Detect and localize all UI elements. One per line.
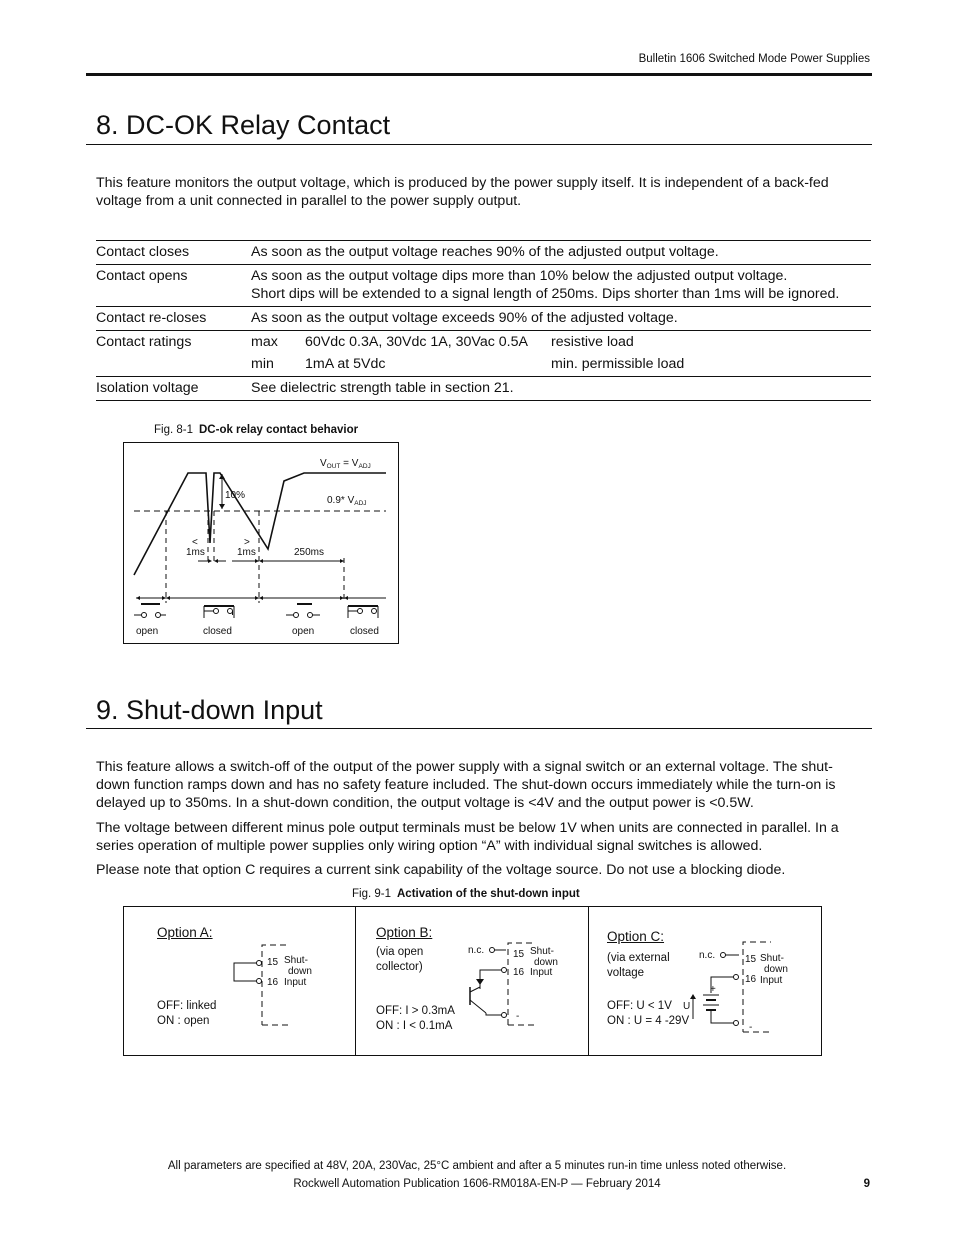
table-row (96, 241, 871, 265)
section-9-rule (86, 728, 872, 729)
section-9-paragraph: The voltage between different minus pole output terminals must be below 1V when units are connected in parallel. In a series operation of multiple power supplies only wiring option “A” with individual signal switches is allowed. (96, 820, 839, 854)
section-8-intro: This feature monitors the output voltage, which is produced by the power supply itself. It is independent of a back-fed voltage from a unit connected in parallel to the power supply output. (96, 175, 829, 209)
nc-label: n.c. (699, 950, 716, 961)
section-8-rule (86, 144, 872, 145)
rating-max-label: max (251, 334, 278, 350)
option-c-subtitle: (via external (607, 952, 670, 964)
rating-min-value: 1mA at 5Vdc (305, 356, 386, 372)
arrow-head (208, 559, 212, 563)
option-b-title: Option B: (376, 925, 433, 940)
dc-ok-behavior-svg (124, 443, 398, 643)
voltage-curve (134, 473, 386, 575)
bulletin-title: Bulletin 1606 Switched Mode Power Supplies (638, 53, 870, 65)
row-value: See dielectric strength table in section 21. (251, 380, 514, 396)
dip-label: 10% (225, 490, 246, 501)
relay-open-symbol (134, 604, 166, 618)
rating-min-note: min. permissible load (551, 356, 685, 372)
row-label: Contact ratings (96, 334, 192, 350)
row-value (251, 331, 871, 377)
footer-publication: Rockwell Automation Publication 1606-RM018A-EN-P — February 2014 (293, 1178, 661, 1190)
arrow-head (344, 596, 348, 600)
shutdown-label: down (534, 957, 558, 968)
arrow-head (259, 596, 263, 600)
dip-arrow-head (219, 504, 225, 509)
option-b-on: ON : I < 0.1mA (376, 1020, 453, 1032)
option-b-panel (356, 907, 588, 1055)
option-b-subtitle: collector) (376, 961, 423, 973)
row-label: Isolation voltage (96, 380, 199, 396)
shutdown-options-diagram (123, 906, 822, 1056)
row-label: Contact closes (96, 244, 190, 260)
shutdown-label: down (288, 966, 312, 977)
arrow-head (255, 559, 259, 563)
figure-title: DC-ok relay contact behavior (199, 424, 359, 436)
pin-16-label: 16 (745, 974, 757, 985)
section-9-paragraph: Please note that option C requires a current sink capability of the voltage source. Do not use a blocking diode. (96, 862, 786, 878)
option-a-schematic (224, 937, 344, 1032)
pin-16-label: 16 (267, 977, 279, 988)
figure-title: Activation of the shut-down input (397, 888, 580, 900)
long-dip-symbol: > (244, 537, 250, 548)
pin-15-label: 15 (745, 954, 757, 965)
dc-ok-behavior-diagram (123, 442, 399, 644)
arrow-head (340, 596, 344, 600)
threshold-label: 0.9* $V_{ADJ}$ (327, 495, 367, 507)
shutdown-label: Input (530, 967, 553, 978)
plus-label: + (710, 984, 716, 995)
option-b-subtitle: (via open (376, 946, 424, 958)
option-a-on: ON : open (157, 1015, 210, 1027)
table-row (96, 331, 871, 377)
shutdown-label: Input (760, 975, 783, 986)
arrow-head (340, 559, 344, 563)
row-label: Contact re-closes (96, 310, 207, 326)
dip-arrow-head (219, 474, 225, 479)
relay-open-symbol (286, 604, 320, 618)
arrow-head (166, 596, 170, 600)
rating-min-label: min (251, 356, 274, 372)
row-value-line: As soon as the output voltage dips more than 10% below the adjusted output voltage. (251, 268, 788, 284)
option-a-title: Option A: (157, 925, 213, 940)
minus-label: - (516, 1011, 520, 1022)
option-b-schematic (466, 937, 586, 1032)
row-value: As soon as the output voltage exceeds 90% of the adjusted voltage. (251, 310, 678, 326)
shutdown-label: Shut- (530, 946, 554, 957)
rating-min (251, 355, 871, 373)
page-number: 9 (863, 1178, 870, 1190)
dc-ok-spec-table (96, 240, 871, 401)
option-c-schematic (681, 937, 811, 1037)
option-a-off: OFF: linked (157, 1000, 217, 1012)
relay-closed-symbol (348, 606, 378, 618)
option-b-off: OFF: I > 0.3mA (376, 1005, 455, 1017)
nc-label: n.c. (468, 945, 485, 956)
row-value (251, 265, 871, 307)
section-9-title: 9. Shut-down Input (96, 695, 323, 725)
section-8-title: 8. DC-OK Relay Contact (96, 110, 391, 140)
pin-15-label: 15 (267, 957, 279, 968)
relay-closed-symbol (204, 606, 234, 618)
short-dip-symbol: < (192, 537, 198, 548)
row-label: Contact opens (96, 268, 188, 284)
arrow-head (255, 596, 259, 600)
arrow-head (259, 559, 263, 563)
state-label: open (136, 626, 159, 637)
rating-max-note: resistive load (551, 334, 634, 350)
option-c-panel (589, 907, 821, 1055)
arrow-head (214, 559, 218, 563)
shutdown-label: Shut- (284, 955, 308, 966)
table-row (96, 307, 871, 331)
state-label: closed (350, 626, 379, 637)
option-a-panel (124, 907, 355, 1055)
table-row (96, 377, 871, 401)
figure-8-1-caption (154, 424, 358, 436)
option-c-title: Option C: (607, 929, 665, 944)
pin-16-label: 16 (513, 967, 525, 978)
state-label: closed (203, 626, 232, 637)
figure-9-1-caption (352, 888, 580, 900)
arrow-head (136, 596, 140, 600)
short-dip-value: 1ms (186, 547, 205, 558)
row-value: As soon as the output voltage reaches 90% of the adjusted output voltage. (251, 244, 719, 260)
figure-number: Fig. 8-1 (154, 424, 193, 436)
vout-label: $V_{OUT} = V_{ADJ}$ (320, 458, 371, 470)
table-row (96, 265, 871, 307)
extend-label: 250ms (294, 547, 325, 558)
shutdown-label: Shut- (760, 953, 784, 964)
pin-15-label: 15 (513, 949, 525, 960)
footer-note: All parameters are specified at 48V, 20A, 230Vac, 25°C ambient and after a 5 minutes run-in time unless noted otherwise. (167, 1160, 787, 1172)
option-c-subtitle: voltage (607, 967, 645, 979)
option-c-on: ON : U = 4 -29V (607, 1015, 690, 1027)
shutdown-label: down (764, 964, 788, 975)
row-value-line: Short dips will be extended to a signal length of 250ms. Dips shorter than 1ms will be ignored. (251, 286, 840, 302)
shutdown-label: Input (284, 977, 307, 988)
rating-max-value: 60Vdc 0.3A, 30Vdc 1A, 30Vac 0.5A (305, 334, 528, 350)
figure-number: Fig. 9-1 (352, 888, 391, 900)
section-9-paragraph: This feature allows a switch-off of the output of the power supply with a signal switch or an external voltage. The shut-down function ramps down and has no safety feature included. The shut-down occurs immediately while the turn-on is delayed up to 350ms. In a shut-down condition, the output voltage is <4V and the output power is <0.5W. (96, 759, 836, 811)
arrow-head (162, 596, 166, 600)
state-label: open (292, 626, 315, 637)
long-dip-value: 1ms (237, 547, 256, 558)
rating-max (251, 333, 871, 351)
voltage-label: U (683, 1001, 691, 1012)
option-c-off: OFF: U < 1V (607, 1000, 672, 1012)
header-rule (86, 73, 872, 76)
minus-label: - (749, 1022, 753, 1033)
